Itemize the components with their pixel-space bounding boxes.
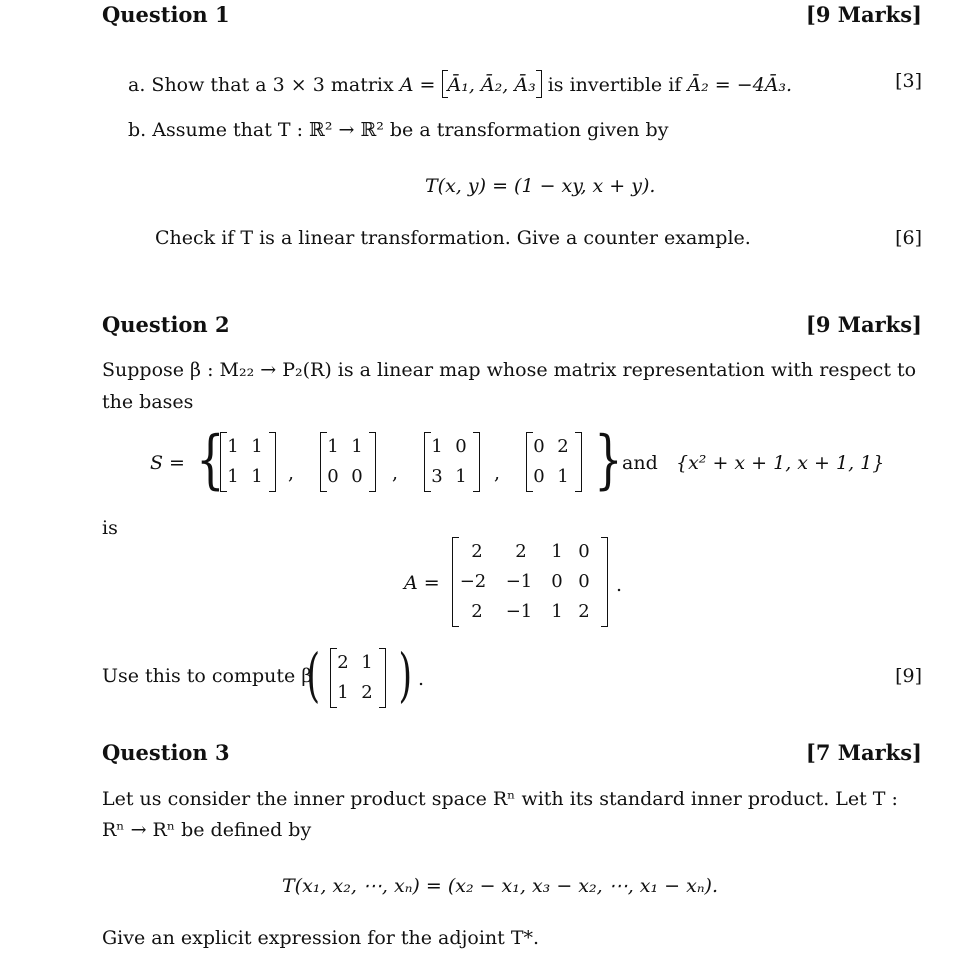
question-1-marks: [9 Marks] (805, 2, 922, 27)
matrix-cell: 1 (227, 466, 239, 487)
matrix-cell: 2 (557, 436, 569, 457)
matrix-cell: 2 (515, 541, 527, 562)
basis-s-left-brace: { (196, 423, 225, 497)
basis-s-matrix-3 (424, 432, 480, 492)
matrix-cell: 1 (557, 466, 569, 487)
matrix-cell: 0 (327, 466, 339, 487)
basis-comma: , (392, 462, 399, 484)
matrix-cell: 3 (431, 466, 443, 487)
matrix-cell: 2 (471, 541, 483, 562)
matrix-cell: 1 (251, 436, 263, 457)
period: . (616, 574, 623, 596)
question-3-title: Question 3 (102, 740, 230, 765)
matrix-cell: 1 (551, 601, 563, 622)
q2-intro-1: Suppose β : M₂₂ → P₂(R) is a linear map whose matrix representation with respect to (102, 359, 917, 381)
matrix-cell: 0 (533, 466, 545, 487)
matrix-cell: 1 (551, 541, 563, 562)
matrix-cell: 1 (251, 466, 263, 487)
question-2-title: Question 2 (102, 312, 230, 337)
matrix-a-label: A = (404, 572, 440, 594)
matrix-cell: 2 (337, 652, 349, 673)
q1a-matrix-symbol: A (399, 74, 414, 96)
question-2-marks: [9 Marks] (805, 312, 922, 337)
basis-s-right-brace: } (594, 423, 623, 497)
is-text: is (102, 517, 118, 539)
q1b-line (128, 119, 668, 141)
q1a-text-1: Show that a 3 × 3 matrix (151, 74, 400, 96)
matrix-cell: 1 (361, 652, 373, 673)
q3-text-1: Let us consider the inner product space Rⁿ with its standard inner product. Let T : (102, 788, 898, 810)
matrix-cell: 0 (351, 466, 363, 487)
q3-formula: T(x₁, x₂, ⋯, xₙ) = (x₂ − x₁, x₃ − x₂, ⋯, x₁ − xₙ). (282, 875, 718, 897)
matrix-cell: 0 (455, 436, 467, 457)
matrix-cell: 1 (327, 436, 339, 457)
q1a-columns: Ā₁, Ā₂, Ā₃ (447, 74, 536, 96)
q1a-condition: Ā₂ = −4Ā₃. (687, 74, 793, 96)
matrix-cell: 2 (471, 601, 483, 622)
matrix-cell: −2 (459, 571, 487, 592)
q1b-marks: [6] (895, 227, 922, 249)
q1a-text-2: is invertible if (541, 74, 688, 96)
matrix-cell: 2 (578, 601, 590, 622)
basis-s-matrix-4 (526, 432, 582, 492)
q1a-line (128, 70, 792, 98)
q2-intro-2: the bases (102, 391, 194, 413)
q1a-eq: = (413, 74, 442, 96)
matrix-cell: 0 (578, 541, 590, 562)
q2-compute-marks: [9] (895, 665, 922, 687)
period: . (418, 668, 425, 690)
polynomial-basis: {x² + x + 1, x + 1, 1} (676, 452, 885, 474)
q1b-formula: T(x, y) = (1 − xy, x + y). (425, 175, 656, 197)
question-3-marks: [7 Marks] (805, 740, 922, 765)
matrix-a (452, 537, 608, 627)
matrix-cell: 2 (361, 682, 373, 703)
matrix-cell: 0 (578, 571, 590, 592)
question-1-title: Question 1 (102, 2, 230, 27)
matrix-cell: 0 (551, 571, 563, 592)
matrix-cell: 1 (337, 682, 349, 703)
matrix-cell: 0 (533, 436, 545, 457)
q1a-marks: [3] (895, 70, 922, 92)
basis-comma: , (494, 462, 501, 484)
basis-s-matrix-1 (220, 432, 276, 492)
q1b-check-text: Check if T is a linear transformation. Give a counter example. (155, 227, 751, 249)
matrix-cell: 1 (227, 436, 239, 457)
q3-text-2: Rⁿ → Rⁿ be defined by (102, 819, 312, 841)
q3-give-text: Give an explicit expression for the adjoint T*. (102, 927, 540, 949)
basis-s-label: S = (150, 452, 185, 474)
basis-s-matrix-2 (320, 432, 376, 492)
basis-comma: , (288, 462, 295, 484)
q1a-label: a. (128, 74, 146, 96)
matrix-cell: −1 (505, 601, 533, 622)
and-text: and (622, 452, 658, 474)
matrix-cell: 1 (455, 466, 467, 487)
left-paren: ( (306, 641, 321, 709)
use-this-text: Use this to compute β (102, 665, 313, 687)
matrix-cell: 1 (351, 436, 363, 457)
matrix-cell: 1 (431, 436, 443, 457)
matrix-cell: −1 (505, 571, 533, 592)
q1b-text: Assume that T : ℝ² → ℝ² be a transformation given by (152, 119, 669, 141)
q1b-label: b. (128, 119, 147, 141)
compute-matrix (330, 648, 386, 708)
right-paren: ) (398, 641, 413, 709)
